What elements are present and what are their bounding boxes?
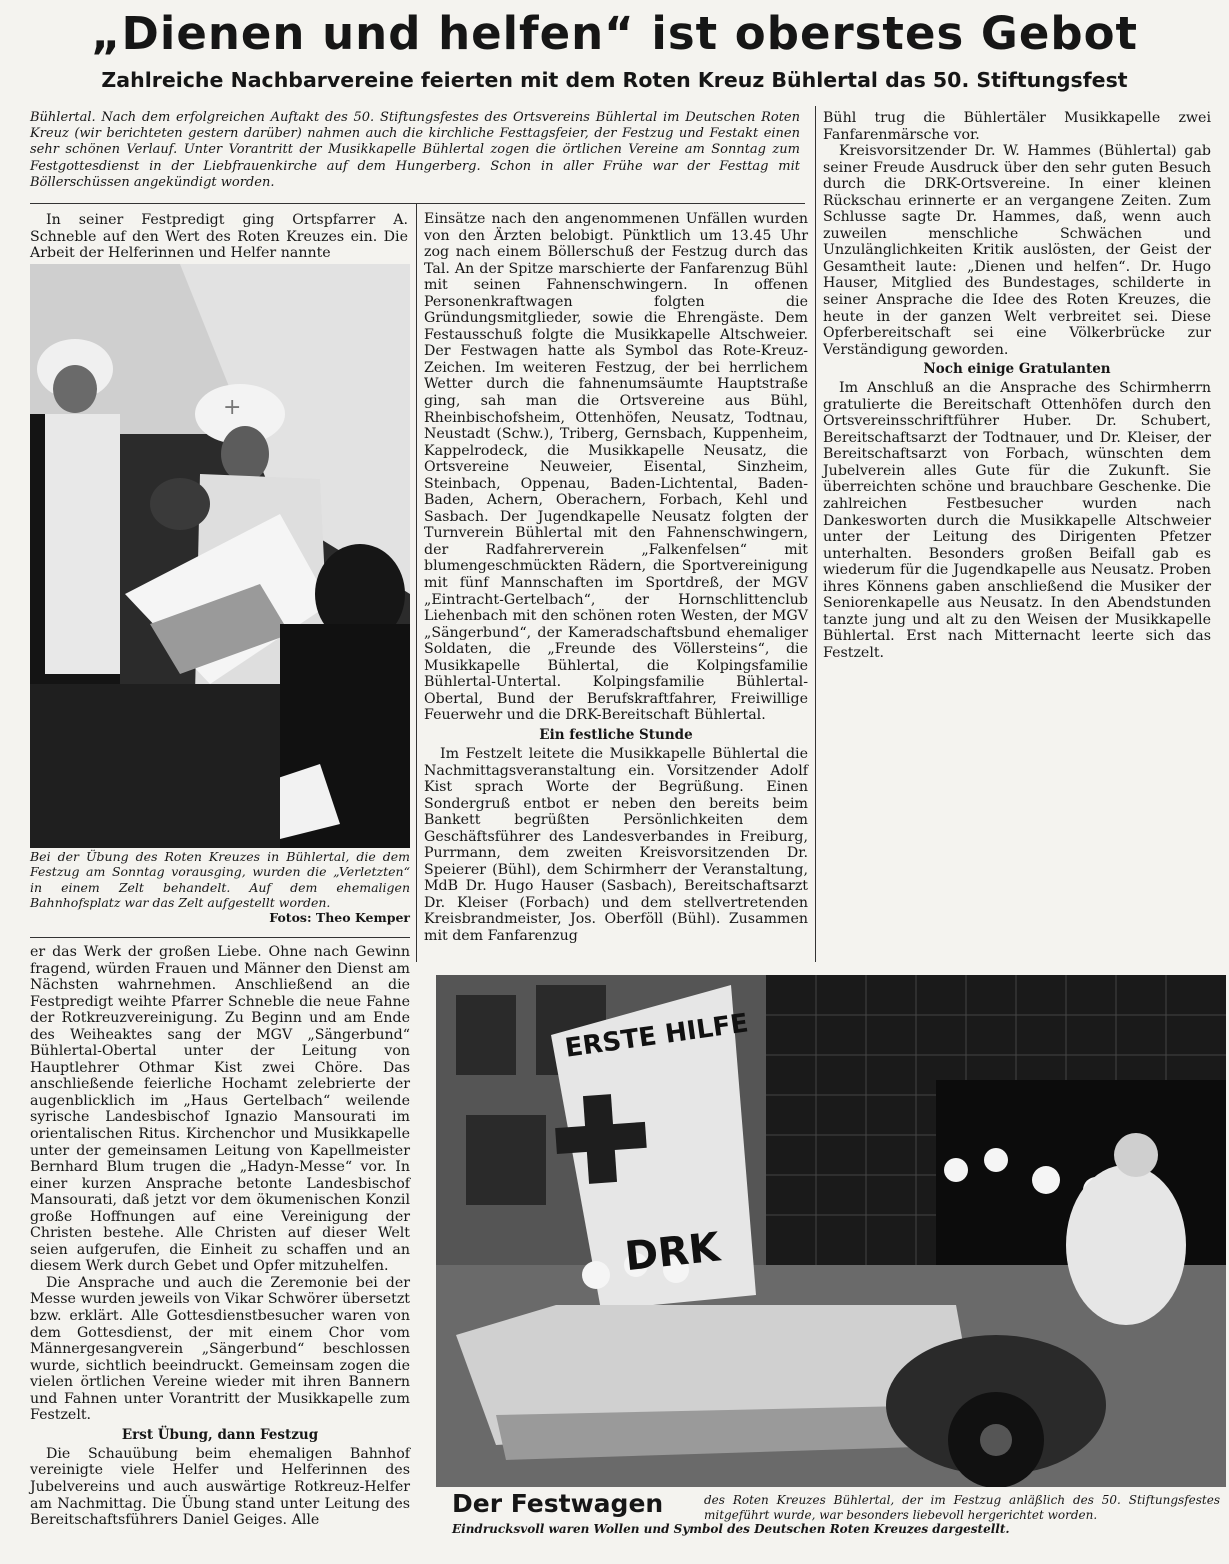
paragraph: Kreisvorsitzender Dr. W. Hammes (Bühlertal) gab seiner Freude Ausdruck über den sehr guten Besuch durch die DRK-Ortsvereine. In einer kleinen Rückschau erinnerte er an vergangene Zeiten. Zum Schlusse sagte Dr. Hammes, daß, wenn auch zuweilen menschliche Schwächen und Unzulänglichkeiten Kritik auslösten, der Geist der Gesamtheit laute: „Dienen und helfen“. Dr. Hugo Hauser, Mitglied des Bundestages, schilderte in seiner Ansprache die Idee des Roten Kreuzes, die heute in der ganzen Welt verbreitet sei. Diese Opferbereitschaft sei eine Völkerbrücke zur Verständigung geworden.: [823, 143, 1211, 358]
subheadline: Zahlreiche Nachbarvereine feierten mit dem Roten Kreuz Bühlertal das 50. Stiftungsfest: [101, 68, 1128, 92]
column-1-body: [30, 944, 410, 1529]
tent-scene-image: [30, 264, 410, 848]
section-heading: Noch einige Gratulanten: [923, 361, 1111, 378]
photo-2-caption-line-2: Eindrucksvoll waren Wollen und Symbol des Deutschen Roten Kreuzes dargestellt.: [452, 1522, 1010, 1536]
column-3-body: [823, 110, 1211, 662]
lead-rule: [30, 203, 805, 204]
caption-rule: [30, 937, 410, 938]
paragraph: Einsätze nach den angenommenen Unfällen wurden von den Ärzten belobigt. Pünktlich um 13.45 Uhr zog nach einem Böllerschuß der Festzug durch das Tal. An der Spitze marschierte der Fanfarenzug Bühl mit seinen Fahnenschwingern. In offenen Personenkraftwagen folgten die Gründungsmitglieder, sowie die Ehrengäste. Dem Festausschuß folgte die Musikkapelle Altschweier. Der Festwagen hatte als Symbol das Rote-Kreuz-Zeichen. Im weiteren Festzug, der bei herrlichem Wetter durch die fahnenumsäumte Hauptstraße ging, sah man die Ortsvereine aus Bühl, Rheinbischofsheim, Ottenhöfen, Neusatz, Todtnau, Neustadt (Schw.), Triberg, Gernsbach, Kuppenheim, Kappelrodeck, die Musikkapelle Neusatz, die Ortsvereine Neuweier, Eisental, Sinzheim, Steinbach, Oppenau, Baden-Lichtental, Baden-Baden, Achern, Oberachern, Forbach, Kehl und Sasbach. Der Jugendkapelle Neusatz folgten der Turnverein Bühlertal mit den Fahnenschwingern, der Radfahrerverein „Falkenfelsen“ mit blumengeschmückten Rädern, die Sportvereinigung mit fünf Mannschaften im Sportdreß, der MGV „Eintracht-Gertelbach“, der Hornschlittenclub Liehenbach mit den schönen roten Westen, der MGV „Sängerbund“, der Kameradschaftsbund ehemaliger Soldaten, die „Freunde des Völlersteins“, die Musikkapelle Bühlertal, die Kolpingsfamilie Bühlertal-Untertal. Kolpingsfamilie Bühlertal-Obertal, Bund der Berufskraftfahrer, Freiwillige Feuerwehr und die DRK-Bereitschaft Bühlertal.: [424, 211, 808, 724]
photo-credit: Fotos: Theo Kemper: [269, 910, 410, 926]
lead-paragraph: Bühlertal. Nach dem erfolgreichen Auftakt des 50. Stiftungsfestes des Ortsvereins Bühlertal im Deutschen Roten Kreuz (wir berichteten gestern darüber) nahmen auch die kirchliche Festtagsfeier, der Festzug und Festakt einen sehr schönen Verlauf. Unter Vorantritt der Musikkapelle Bühlertal zogen die örtlichen Vereine am Sonntag zum Festgottesdienst in der Liebfrauenkirche auf dem Hungerberg. Schon in aller Frühe war der Festtag mit Böllerschüssen angekündigt worden.: [30, 110, 800, 190]
photo-2-caption-title: Der Festwagen: [452, 1489, 664, 1518]
float-text: DRK: [622, 1224, 722, 1281]
column-divider: [416, 204, 417, 962]
paragraph: Bühl trug die Bühlertäler Musikkapelle zwei Fanfarenmärsche vor.: [823, 110, 1211, 143]
photo-first-aid-exercise: [30, 264, 410, 848]
banner-text: ERSTE HILFE: [563, 1008, 751, 1064]
column-divider: [815, 106, 816, 962]
svg-text:+: +: [223, 395, 242, 420]
section-heading: Erst Übung, dann Festzug: [121, 1426, 319, 1443]
caption-text: Bei der Übung des Roten Kreuzes in Bühlertal, die dem Festzug am Sonntag vorausging, wurden die „Verletzten“ in einem Zelt behandelt. Auf dem ehemaligen Bahnhofsplatz war das Zelt aufgestellt worden.: [30, 849, 410, 910]
festwagen-image: [436, 975, 1226, 1487]
paragraph: Im Festzelt leitete die Musikkapelle Bühlertal die Nachmittagsveranstaltung ein. Vorsitzender Adolf Kist sprach Worte der Begrüßung. Einen Sondergruß entbot er neben den bereits beim Bankett begrüßten Persönlichkeiten dem Geschäftsführer des Landesverbandes in Freiburg, Purrmann, dem zweiten Kreisvorsitzenden Dr. Speierer (Bühl), dem Schirmherr der Veranstaltung, MdB Dr. Hugo Hauser (Sasbach), Bereitschaftsarzt Dr. Kleiser (Forbach) und dem stellvertretenden Kreisbrandmeister, Jos. Oberföll (Bühl). Zusammen mit dem Fanfarenzug: [424, 745, 808, 944]
paragraph: Die Schauübung beim ehemaligen Bahnhof vereinigte viele Helfer und Helferinnen des Jubelvereins und auch auswärtige Rotkreuz-Helfer am Nachmittag. Die Übung stand unter Leitung des Bereitschaftsführers Daniel Geiges. Alle: [30, 1445, 410, 1529]
paragraph: Im Anschluß an die Ansprache des Schirmherrn gratulierte die Bereitschaft Ottenhöfen durch den Ortsvereinsschriftführer Huber. Dr. Schubert, Bereitschaftsarzt der Todtnauer, und Dr. Kleiser, der Bereitschaftsarzt von Forbach, wünschten dem Jubelverein alles Gute für die Zukunft. Sie überreichten schöne und brauchbare Geschenke. Die zahlreichen Festbesucher wurden nach Dankesworten durch die Musikkapelle Altschweier unter der Leitung des Dirigenten Pfetzer unterhalten. Besonders großen Beifall gab es wiederum für die Jugendkapelle aus Neusatz. Proben ihres Könnens gaben anschließend die Musiker der Seniorenkapelle aus Neusatz. In den Abendstunden tanzte jung und alt zu den Weisen der Musikkapelle Bühlertal. Erst nach Mitternacht leerte sich das Festzelt.: [823, 380, 1211, 661]
headline: „Dienen und helfen“ ist oberstes Gebot: [90, 7, 1139, 60]
column-1-intro: [30, 212, 408, 262]
paragraph: Die Ansprache und auch die Zeremonie bei der Messe wurden jeweils von Vikar Schwörer übersetzt bzw. erklärt. Alle Gottesdienstbesucher waren von dem Gottesdienst, der mit einem Chor vom Männergesangverein „Sängerbund“ beschlossen wurde, sichtlich beeindruckt. Gemeinsam zogen die vielen örtlichen Vereine wieder mit ihren Bannern und Fahnen unter Vorantritt der Musikkapelle zum Festzelt.: [30, 1274, 410, 1424]
section-heading: Ein festliche Stunde: [539, 726, 693, 743]
column-2-body: [424, 211, 808, 945]
photo-1-caption: [30, 849, 410, 925]
photo-2-caption: des Roten Kreuzes Bühlertal, der im Festzug anläßlich des 50. Stiftungsfestes mitgeführt wurde, war besonders liebevoll hergerichtet worden.: [704, 1493, 1220, 1522]
photo-festwagen: [436, 975, 1226, 1487]
paragraph: In seiner Festpredigt ging Ortspfarrer A. Schneble auf den Wert des Roten Kreuzes ein. Die Arbeit der Helferinnen und Helfer nannte: [30, 212, 408, 262]
paragraph: er das Werk der großen Liebe. Ohne nach Gewinn fragend, würden Frauen und Männer den Dienst am Nächsten wahrnehmen. Anschließend an die Festpredigt weihte Pfarrer Schneble die neue Fahne der Rotkreuzvereinigung. Zu Beginn und am Ende des Weiheaktes sang der MGV „Sängerbund“ Bühlertal-Obertal unter der Leitung von Hauptlehrer Othmar Kist zwei Chöre. Das anschließende feierliche Hochamt zelebrierte der augenblicklich im „Haus Gertelbach“ weilende syrische Landesbischof Ignazio Mansourati im orientalischen Ritus. Kirchenchor und Musikkapelle unter der gemeinsamen Leitung von Kapellmeister Bernhard Blum trugen die „Hadyn-Messe“ vor. In einer kurzen Ansprache betonte Landesbischof Mansourati, daß jetzt vor dem ökumenischen Konzil große Hoffnungen auf eine Vereinigung der Christen bestehe. Alle Christen auf dieser Welt seien aufgerufen, die Einheit zu schaffen und an diesem Werk durch Gebet und Opfer mitzuhelfen.: [30, 944, 410, 1275]
